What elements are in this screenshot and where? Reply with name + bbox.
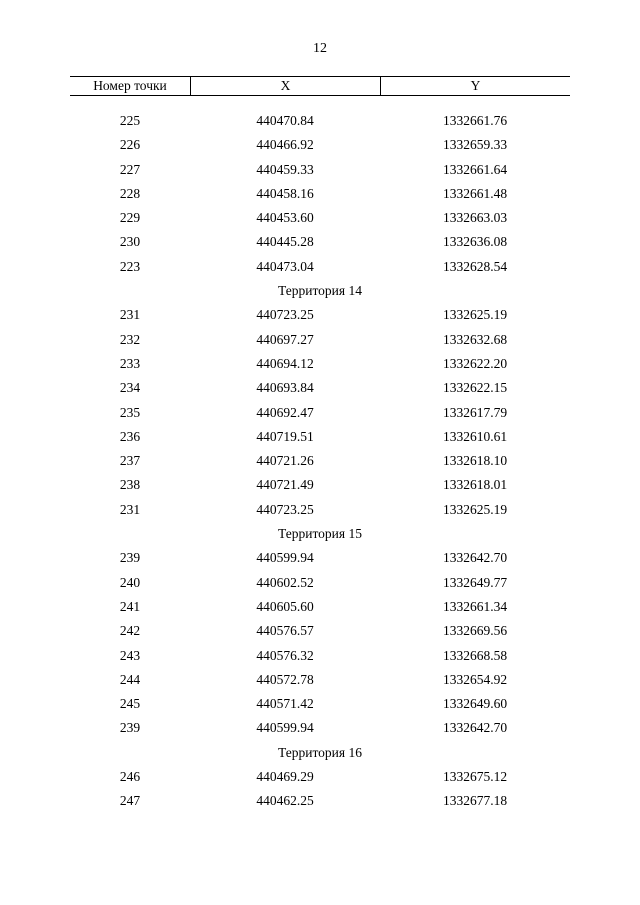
- y-coordinate-cell: 1332618.10: [442, 453, 508, 469]
- x-coordinate-cell: 440693.84: [256, 380, 314, 396]
- table-row: [70, 328, 570, 352]
- y-coordinate-cell: 1332625.19: [442, 501, 508, 517]
- x-coordinate-cell: 440469.29: [256, 769, 314, 785]
- x-coordinate-cell: 440719.51: [256, 428, 314, 444]
- point-number-cell: 233: [119, 355, 141, 371]
- point-number-cell: 230: [119, 234, 141, 250]
- column-header-y: Y: [470, 78, 481, 93]
- y-coordinate-cell: 1332663.03: [442, 210, 508, 226]
- x-coordinate-cell: 440458.16: [256, 185, 314, 201]
- point-number-cell: 232: [119, 331, 141, 347]
- table-row: [70, 571, 570, 595]
- x-coordinate-cell: 440692.47: [256, 404, 314, 420]
- x-coordinate-cell: 440571.42: [256, 696, 314, 712]
- x-coordinate-cell: 440453.60: [256, 210, 314, 226]
- table-row: [70, 595, 570, 619]
- x-coordinate-cell: 440572.78: [256, 671, 314, 687]
- y-coordinate-cell: 1332622.15: [442, 380, 508, 396]
- y-coordinate-cell: 1332642.70: [442, 720, 508, 736]
- x-coordinate-cell: 440445.28: [256, 234, 314, 250]
- point-number-cell: 231: [119, 501, 141, 517]
- y-coordinate-cell: 1332677.18: [442, 793, 508, 809]
- table-row: [70, 716, 570, 740]
- x-coordinate-cell: 440599.94: [256, 720, 314, 736]
- x-coordinate-cell: 440697.27: [256, 331, 314, 347]
- column-header-point-number: Номер точки: [70, 77, 191, 95]
- territory-title: Территория 15: [278, 526, 362, 542]
- y-coordinate-cell: 1332675.12: [442, 769, 508, 785]
- table-row: [70, 109, 570, 133]
- table-row: [70, 206, 570, 230]
- point-number-cell: 247: [119, 793, 141, 809]
- table-row: [70, 789, 570, 813]
- y-coordinate-cell: 1332636.08: [442, 234, 508, 250]
- point-number-cell: 245: [119, 696, 141, 712]
- table-row: [70, 619, 570, 643]
- y-coordinate-cell: 1332668.58: [442, 647, 508, 663]
- x-coordinate-cell: 440694.12: [256, 355, 314, 371]
- x-coordinate-cell: 440599.94: [256, 550, 314, 566]
- page-number: 12: [313, 41, 327, 56]
- y-coordinate-cell: 1332617.79: [442, 404, 508, 420]
- table-row: [70, 376, 570, 400]
- point-number-cell: 238: [119, 477, 141, 493]
- coordinates-table-body: [70, 109, 570, 814]
- y-coordinate-cell: 1332659.33: [442, 137, 508, 153]
- y-coordinate-cell: 1332632.68: [442, 331, 508, 347]
- table-row: [70, 473, 570, 497]
- point-number-cell: 225: [119, 113, 141, 128]
- y-coordinate-cell: 1332642.70: [442, 550, 508, 566]
- x-coordinate-cell: 440576.57: [256, 623, 314, 639]
- territory-title: Территория 14: [278, 283, 362, 299]
- y-coordinate-cell: 1332622.20: [442, 355, 508, 371]
- table-row: [70, 230, 570, 254]
- x-coordinate-cell: 440723.25: [256, 307, 314, 323]
- table-row: [70, 498, 570, 522]
- x-coordinate-cell: 440723.25: [256, 501, 314, 517]
- point-number-cell: 234: [119, 380, 141, 396]
- table-row: [70, 668, 570, 692]
- point-number-cell: 242: [119, 623, 141, 639]
- point-number-cell: 244: [119, 671, 141, 687]
- y-coordinate-cell: 1332649.77: [442, 574, 508, 590]
- y-coordinate-cell: 1332628.54: [442, 258, 508, 274]
- x-coordinate-cell: 440605.60: [256, 598, 314, 614]
- table-row: [70, 644, 570, 668]
- table-row: [70, 133, 570, 157]
- y-coordinate-cell: 1332610.61: [442, 428, 508, 444]
- x-coordinate-cell: 440466.92: [256, 137, 314, 153]
- table-row: [70, 182, 570, 206]
- point-number-cell: 246: [119, 769, 141, 785]
- table-row: [70, 449, 570, 473]
- x-coordinate-cell: 440470.84: [256, 113, 314, 128]
- point-number-cell: 231: [119, 307, 141, 323]
- table-row: [70, 546, 570, 570]
- table-row: [70, 401, 570, 425]
- x-coordinate-cell: 440721.49: [256, 477, 314, 493]
- point-number-cell: 226: [119, 137, 141, 153]
- table-row: [70, 303, 570, 327]
- y-coordinate-cell: 1332669.56: [442, 623, 508, 639]
- point-number-cell: 228: [119, 185, 141, 201]
- y-coordinate-cell: 1332654.92: [442, 671, 508, 687]
- table-row: [70, 425, 570, 449]
- point-number-cell: 223: [119, 258, 141, 274]
- x-coordinate-cell: 440462.25: [256, 793, 314, 809]
- point-number-cell: 239: [119, 550, 141, 566]
- table-row: [70, 255, 570, 279]
- table-row: [70, 352, 570, 376]
- y-coordinate-cell: 1332661.64: [442, 161, 508, 177]
- y-coordinate-cell: 1332661.76: [442, 113, 508, 128]
- y-coordinate-cell: 1332649.60: [442, 696, 508, 712]
- x-coordinate-cell: 440576.32: [256, 647, 314, 663]
- table-header: [70, 76, 570, 96]
- point-number-cell: 243: [119, 647, 141, 663]
- point-number-cell: 240: [119, 574, 141, 590]
- territory-title: Территория 16: [278, 744, 362, 760]
- y-coordinate-cell: 1332661.48: [442, 185, 508, 201]
- y-coordinate-cell: 1332625.19: [442, 307, 508, 323]
- point-number-cell: 239: [119, 720, 141, 736]
- y-coordinate-cell: 1332661.34: [442, 598, 508, 614]
- point-number-cell: 235: [119, 404, 141, 420]
- x-coordinate-cell: 440721.26: [256, 453, 314, 469]
- x-coordinate-cell: 440602.52: [256, 574, 314, 590]
- point-number-cell: 227: [119, 161, 141, 177]
- x-coordinate-cell: 440473.04: [256, 258, 314, 274]
- point-number-cell: 237: [119, 453, 141, 469]
- table-row: [70, 692, 570, 716]
- column-header-x: X: [191, 77, 381, 95]
- table-row: [70, 158, 570, 182]
- point-number-cell: 241: [119, 598, 141, 614]
- point-number-cell: 229: [119, 210, 141, 226]
- x-coordinate-cell: 440459.33: [256, 161, 314, 177]
- y-coordinate-cell: 1332618.01: [442, 477, 508, 493]
- point-number-cell: 236: [119, 428, 141, 444]
- table-row: [70, 765, 570, 789]
